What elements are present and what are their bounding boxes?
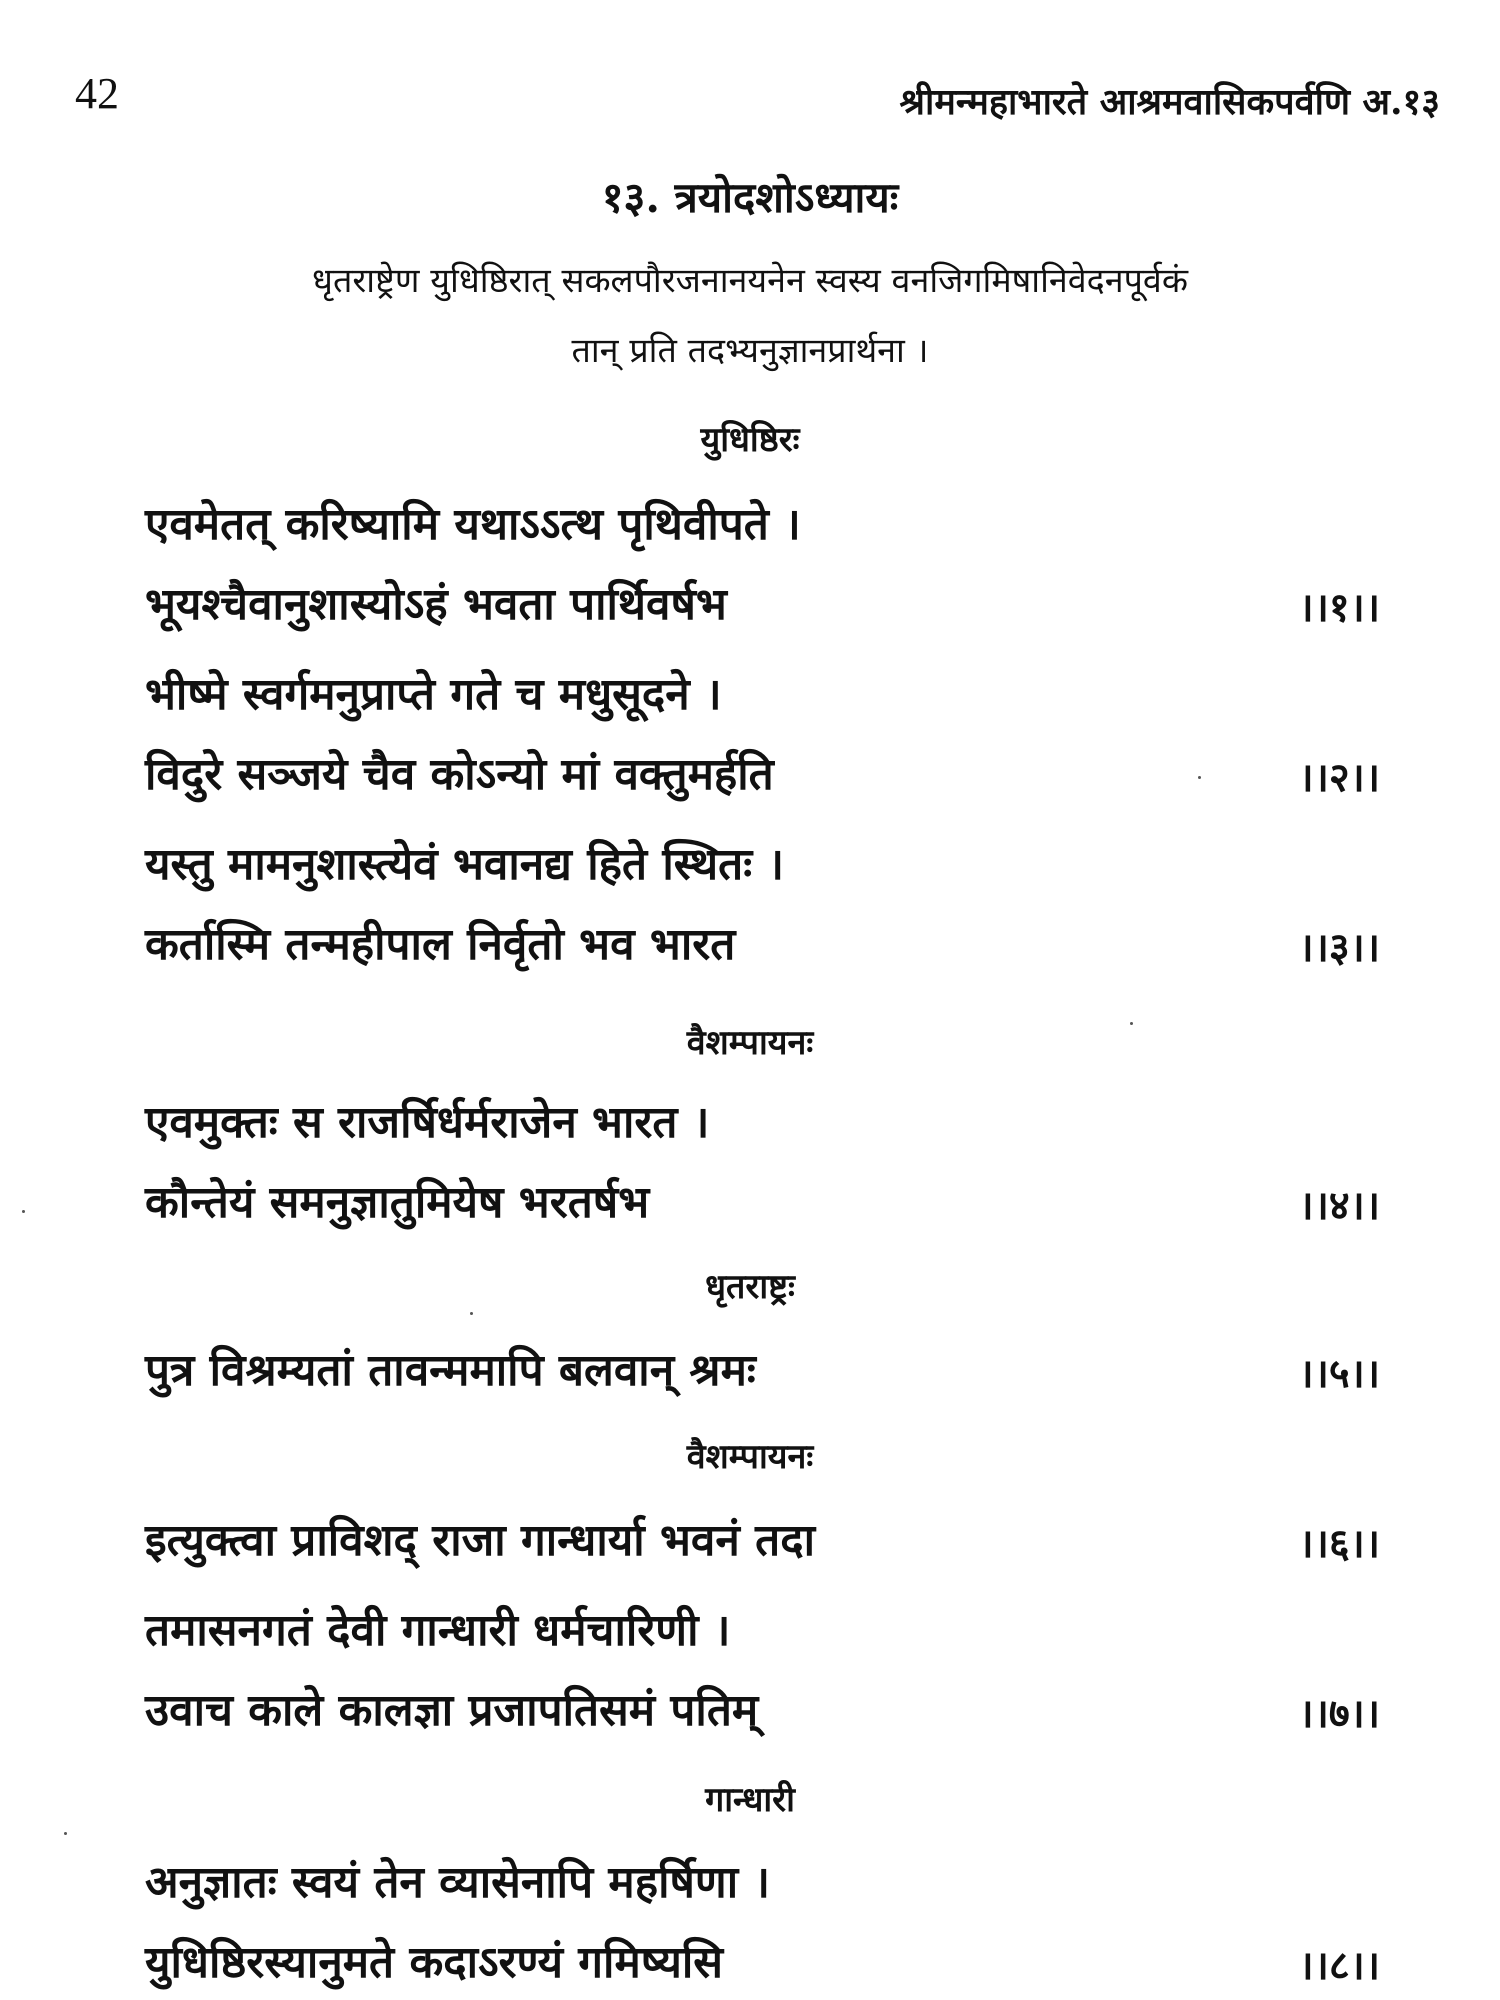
scan-speck: [22, 1210, 25, 1213]
verse-line: कर्तास्मि तन्महीपाल निर्वृतो भव भारत: [145, 919, 736, 970]
verse-number: ।।१।।: [1298, 584, 1380, 631]
speaker-heading: गान्धारी: [705, 1780, 795, 1820]
verse-number: ।।३।।: [1298, 924, 1380, 971]
page-number: 42: [75, 69, 119, 118]
verse-line: कौन्तेयं समनुज्ञातुमियेष भरतर्षभ: [145, 1177, 650, 1228]
verse-line: भीष्मे स्वर्गमनुप्राप्ते गते च मधुसूदने ।: [145, 669, 722, 720]
verse-line: पुत्र विश्रम्यतां तावन्ममापि बलवान् श्रमः: [145, 1345, 756, 1396]
verse-number: ।।५।।: [1298, 1350, 1380, 1397]
verse-number: ।।६।।: [1298, 1520, 1380, 1567]
verse-line: युधिष्ठिरस्यानुमते कदाऽरण्यं गमिष्यसि: [145, 1937, 724, 1988]
chapter-title: १३. त्रयोदशोऽध्यायः: [601, 173, 899, 222]
scan-speck: [1130, 1022, 1133, 1025]
speaker-heading: वैशम्पायनः: [686, 1437, 814, 1477]
summary-line: तान् प्रति तदभ्यनुज्ञानप्रार्थना ।: [571, 331, 929, 371]
running-header: श्रीमन्महाभारते आश्रमवासिकपर्वणि अ.१३: [899, 81, 1440, 123]
verse-line: तमासनगतं देवी गान्धारी धर्मचारिणी ।: [145, 1605, 731, 1656]
verse-line: अनुज्ञातः स्वयं तेन व्यासेनापि महर्षिणा ।: [145, 1857, 771, 1908]
verse-line: एवमेतत् करिष्यामि यथाऽऽत्थ पृथिवीपते ।: [145, 499, 801, 550]
verse-line: भूयश्चैवानुशास्योऽहं भवता पार्थिवर्षभ: [145, 579, 727, 630]
verse-number: ।।२।।: [1298, 754, 1380, 801]
chapter-summary: [0, 246, 1500, 386]
scan-speck: [470, 1312, 473, 1315]
verse-number: ।।७।।: [1298, 1690, 1380, 1737]
verse-line: विदुरे सञ्जये चैव कोऽन्यो मां वक्तुमर्हति: [145, 749, 774, 800]
speaker-heading: वैशम्पायनः: [686, 1023, 814, 1063]
speaker-heading: धृतराष्ट्रः: [705, 1267, 795, 1307]
summary-line: धृतराष्ट्रेण युधिष्ठिरात् सकलपौरजनानयनेन स्वस्य वनजिगमिषानिवेदनपूर्वकं: [312, 261, 1188, 301]
scan-speck: [64, 1832, 67, 1835]
speaker-heading: युधिष्ठिरः: [700, 420, 800, 460]
verse-line: उवाच काले कालज्ञा प्रजापतिसमं पतिम्: [145, 1685, 759, 1736]
scan-speck: [1198, 776, 1201, 779]
verse-line: इत्युक्त्वा प्राविशद् राजा गान्धार्या भवनं तदा: [145, 1515, 815, 1566]
verse-number: ।।४।।: [1298, 1182, 1380, 1229]
verse-number: ।।८।।: [1298, 1942, 1380, 1989]
verse-line: यस्तु मामनुशास्त्येवं भवानद्य हिते स्थितः ।: [145, 839, 785, 890]
verse-line: एवमुक्तः स राजर्षिर्धर्मराजेन भारत ।: [145, 1097, 710, 1148]
